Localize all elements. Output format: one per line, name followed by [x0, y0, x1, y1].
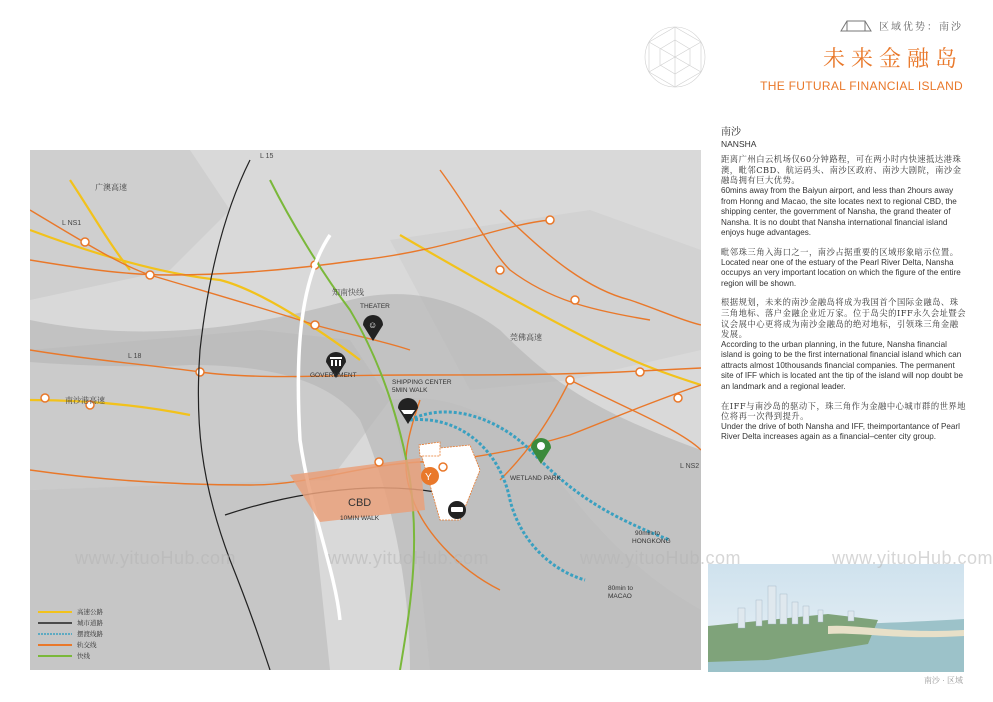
paragraph-1-en: 60mins away from the Baiyun airport, and less than 2hours away from Honng and Macao, the site locates next to regional CBD, the shipping center, the government of Nansha, the grand theater of Nansha. It is no doubt that Nansha international financial island enjoys huge advantages. [721, 185, 957, 238]
page-header [760, 18, 963, 93]
road-label-l18: L 18 [128, 353, 142, 360]
legend-label-city-road: 城市道路 [77, 620, 103, 627]
page-title: 未来金融岛 [822, 47, 963, 72]
paragraph-4-en: Under the drive of both Nansha and IFF, theimportantance of Pearl River Delta increases again as a financial–center city group. [721, 421, 960, 442]
watermark-1: www.yituoHub.com [75, 548, 237, 568]
paragraph-1-cn: 距离广州白云机场仅60分钟路程，可在两小时内快速抵达港珠澳，毗邻CBD、航运码头、南沙区政府、南沙大剧院，南沙金融岛拥有巨大优势。 [721, 154, 962, 186]
road-label-l15: L 15 [260, 153, 274, 160]
watermark-2: www.yituoHub.com [328, 548, 490, 568]
road-label-lns2: L NS2 [680, 463, 700, 470]
paragraph-2-en: Located near one of the estuary of the Pearl River Delta, Nansha occupys an very important location on which the figure of the entire region will be shown. [721, 257, 961, 288]
region-icon [839, 19, 873, 36]
breadcrumb-text: 区域优势：南沙 [879, 22, 963, 33]
poi-label-hk: HONGKONG [632, 538, 671, 545]
poi-label-shipping-walk: 5MIN WALK [392, 387, 428, 394]
legend-label-ferry: 摆渡线路 [77, 631, 103, 638]
poi-label-macao: MACAO [608, 593, 632, 600]
legend-label-quickline: 快线 [77, 653, 90, 660]
road-label-guangao: 广澳高速 [95, 183, 127, 192]
poi-label-wetland: WETLAND PARK [510, 475, 561, 482]
poi-label-cbd: CBD [348, 497, 372, 509]
section-heading-cn: 南沙 [721, 127, 741, 138]
paragraph-2-cn: 毗邻珠三角入海口之一，南沙占据重要的区域形象暗示位置。 [721, 246, 959, 257]
road-label-nanshagang: 南沙港高速 [65, 396, 105, 405]
poi-label-government: GOVERNMENT [310, 372, 357, 379]
car-icon[interactable] [448, 501, 466, 519]
description-panel [721, 128, 966, 451]
svg-text:Y: Y [425, 472, 432, 483]
poi-label-hk-time: 90min to [635, 530, 660, 537]
paragraph-3-en: According to the urban planning, in the future, Nansha financial island is going to be the first international financial island which can attracts almost 10thousands financial companies. The permanent site of IFF which is located ant the tip of the island will nop doubt be an landmark and a regional leader. [721, 339, 964, 392]
section-heading-en: NANSHA [721, 138, 757, 149]
paragraph-3-cn: 根据规划，未来的南沙金融岛将成为我国首个国际金融岛、珠三角地标、落户金融企业近万家。位于岛尖的IFF永久会址暨会议会展中心更将成为南沙金融岛的绝对地标，引领珠三角金融发展。 [721, 297, 967, 340]
road-label-zhinan: 知南快线 [332, 288, 364, 297]
watermark-3: www.yituoHub.com [580, 548, 742, 568]
iff-marker-icon[interactable] [421, 467, 439, 485]
poi-label-shipping: SHIPPING CENTER [392, 379, 452, 386]
page-footer: 南沙 · 区域 [923, 676, 963, 685]
paragraph-4-cn: 在IFF与南沙岛的驱动下，珠三角作为金融中心城市群的世界地位将再一次得到提升。 [721, 400, 967, 422]
location-map[interactable] [30, 150, 701, 670]
page-subtitle: THE FUTURAL FINANCIAL ISLAND [760, 79, 963, 93]
legend-label-metro: 轨交线 [77, 642, 97, 649]
legend-label-expressway: 高速公路 [77, 609, 103, 616]
breadcrumb [760, 18, 963, 36]
road-label-guanfo: 莞佛高速 [510, 333, 542, 342]
poi-label-theater: THEATER [360, 303, 390, 310]
svg-text:☺: ☺ [368, 320, 378, 330]
watermark-4: www.yituoHub.com [832, 548, 993, 568]
network-sphere-icon [640, 22, 710, 92]
aerial-rendering-image [708, 564, 964, 672]
poi-label-cbd-walk: 10MIN WALK [340, 515, 380, 522]
road-label-lns1: L NS1 [62, 220, 82, 227]
poi-label-macao-time: 80min to [608, 585, 633, 592]
